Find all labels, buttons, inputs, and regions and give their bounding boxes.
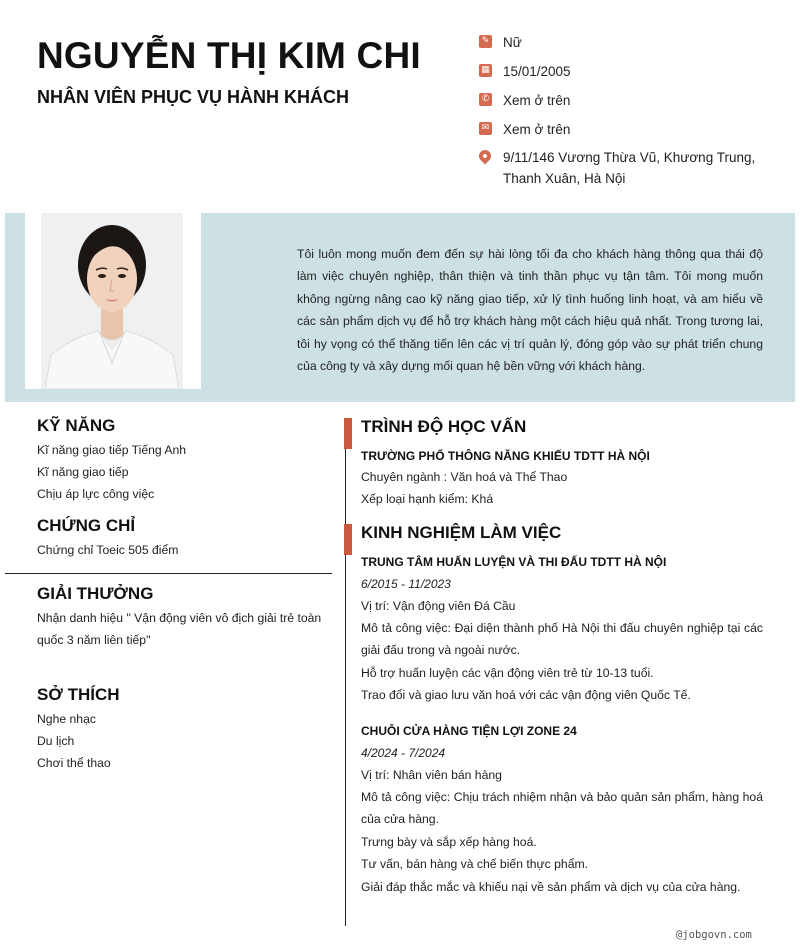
hobbies-heading: SỞ THÍCH bbox=[37, 685, 120, 704]
hobby-item: Du lịch bbox=[37, 734, 75, 748]
experience-heading: KINH NGHIỆM LÀM VIỆC bbox=[361, 523, 562, 542]
candidate-name: NGUYỄN THỊ KIM CHI bbox=[37, 35, 421, 76]
skill-item: Kĩ năng giao tiếp bbox=[37, 465, 129, 479]
email-value: Xem ở trên bbox=[503, 122, 571, 137]
hobby-item: Nghe nhạc bbox=[37, 712, 96, 726]
job-title: NHÂN VIÊN PHỤC VỤ HÀNH KHÁCH bbox=[37, 87, 350, 107]
phone-value: Xem ở trên bbox=[503, 93, 571, 108]
education-accent-bar bbox=[344, 418, 352, 449]
education-conduct: Xếp loại hạnh kiểm: Khá bbox=[361, 492, 494, 506]
job-position: Vị trí: Vận động viên Đá Cầu bbox=[361, 599, 516, 613]
address-line-2: Thanh Xuân, Hà Nội bbox=[503, 171, 626, 186]
contact-birthday bbox=[478, 61, 778, 82]
contact-list bbox=[478, 32, 778, 189]
job-organization: CHUỖI CỬA HÀNG TIỆN LỢI ZONE 24 bbox=[361, 724, 577, 738]
contact-address bbox=[478, 147, 778, 189]
education-major: Chuyên ngành : Văn hoá và Thể Thao bbox=[361, 470, 568, 484]
contact-gender bbox=[478, 32, 778, 53]
address-line-1: 9/11/146 Vương Thừa Vũ, Khương Trung, bbox=[503, 150, 756, 165]
contact-phone bbox=[478, 90, 778, 111]
skill-item: Chịu áp lực công việc bbox=[37, 487, 155, 501]
job-period: 4/2024 - 7/2024 bbox=[361, 746, 446, 760]
job-description: Giải đáp thắc mắc và khiếu nại về sản phẩm và dịch vụ của cửa hàng. bbox=[361, 880, 741, 894]
hobby-item: Chơi thể thao bbox=[37, 756, 111, 770]
job-description: Trao đổi và giao lưu văn hoá với các vận động viên Quốc Tế. bbox=[361, 688, 691, 702]
job-description: Mô tả công việc: Chịu trách nhiệm nhận và bảo quản sản phẩm, hàng hoá của cửa hàng. bbox=[361, 790, 763, 827]
job-period: 6/2015 - 11/2023 bbox=[361, 577, 451, 591]
education-heading: TRÌNH ĐỘ HỌC VẤN bbox=[361, 417, 527, 436]
skill-item: Kĩ năng giao tiếp Tiếng Anh bbox=[37, 443, 187, 457]
calendar-icon: ▦ bbox=[479, 64, 492, 77]
skills-heading: KỸ NĂNG bbox=[37, 416, 116, 435]
experience-accent-bar bbox=[344, 524, 352, 555]
phone-icon: ✆ bbox=[479, 93, 492, 106]
job-description: Trưng bày và sắp xếp hàng hoá. bbox=[361, 835, 537, 849]
left-divider bbox=[5, 573, 332, 574]
job-organization: TRUNG TÂM HUẤN LUYỆN VÀ THI ĐẤU TDTT HÀ NỘI bbox=[361, 555, 667, 569]
portrait-illustration bbox=[41, 213, 183, 389]
gender-icon: ✎ bbox=[479, 35, 492, 48]
email-icon: ✉ bbox=[479, 122, 492, 135]
award-line-1: Nhận danh hiệu " Vận động viên vô địch giải trẻ toàn bbox=[37, 611, 322, 625]
awards-heading: GIẢI THƯỞNG bbox=[37, 584, 154, 603]
job-description: Hỗ trợ huấn luyện các vận động viên trẻ từ 10-13 tuổi. bbox=[361, 666, 654, 680]
profile-photo bbox=[25, 213, 201, 389]
portrait-image bbox=[41, 213, 183, 389]
school-name: TRƯỜNG PHỔ THÔNG NĂNG KHIẾU TDTT HÀ NỘI bbox=[361, 449, 650, 463]
certificate-item: Chứng chỉ Toeic 505 điểm bbox=[37, 543, 179, 557]
location-pin-icon bbox=[477, 148, 494, 165]
watermark-link[interactable]: @jobgovn.com bbox=[676, 929, 752, 941]
certificates-heading: CHỨNG CHỈ bbox=[37, 516, 136, 535]
job-description: Mô tả công việc: Đại diện thành phố Hà Nội thi đấu chuyên nghiệp tại các giải đấu trong và ngoài nước. bbox=[361, 621, 763, 658]
birthday-value: 15/01/2005 bbox=[503, 64, 571, 79]
gender-value: Nữ bbox=[503, 35, 522, 50]
career-summary: Tôi luôn mong muốn đem đến sự hài lòng tối đa cho khách hàng thông qua thái độ làm việc chuyên nghiệp, thân thiện và tinh thần phục vụ tận tâm. Tôi mong muốn không ngừng nâng cao kỹ năng giao tiếp, xử lý tình huống linh hoạt, và am hiểu về các sản phẩm dịch vụ để hỗ trợ khách hàng một cách hiệu quả nhất. Trong tương lai, tôi hy vọng có thể thăng tiến lên các vị trí quản lý, đóng góp vào sự phát triển chung của công ty và xây dựng mối quan hệ bền vững với khách hàng. bbox=[297, 247, 763, 374]
job-description: Tư vấn, bán hàng và chế biến thực phẩm. bbox=[361, 857, 589, 871]
job-position: Vị trí: Nhân viên bán hàng bbox=[361, 768, 502, 782]
column-divider bbox=[345, 418, 346, 926]
award-line-2: quốc 3 năm liên tiếp" bbox=[37, 633, 151, 647]
contact-email bbox=[478, 119, 778, 140]
